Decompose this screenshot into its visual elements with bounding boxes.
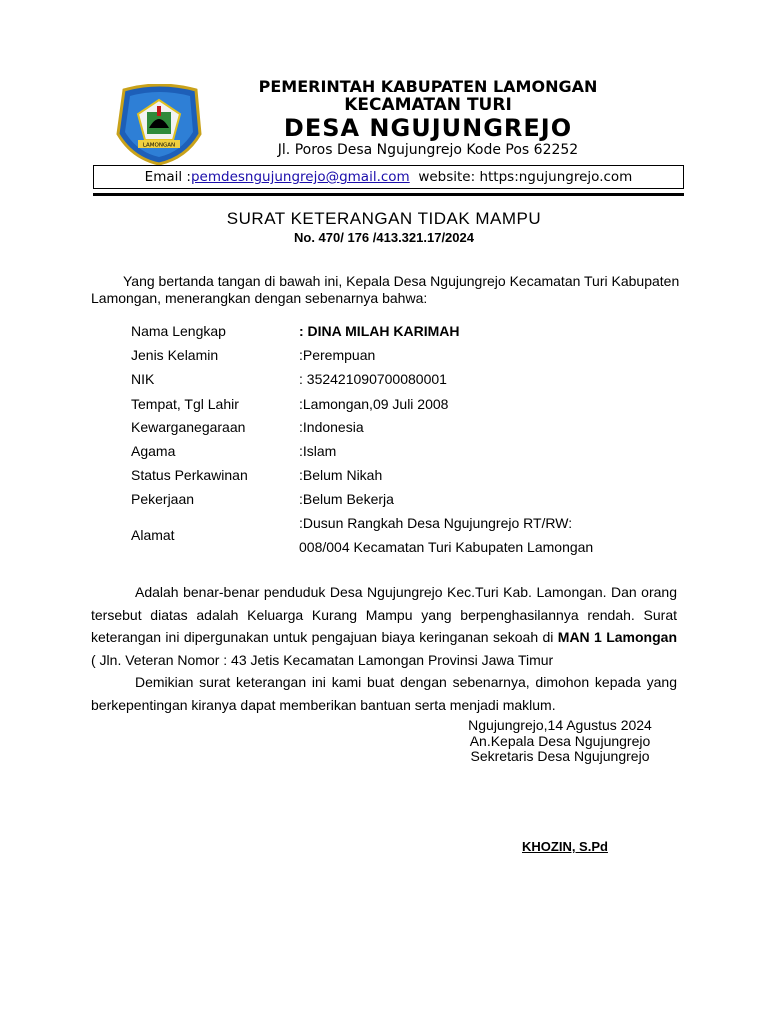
signatory-name: KHOZIN, S.Pd	[522, 839, 608, 854]
letterhead-divider	[93, 193, 684, 196]
field-value: :Belum Bekerja	[299, 491, 394, 507]
field-value: :Islam	[299, 443, 337, 459]
field-label: Jenis Kelamin	[131, 347, 219, 363]
letterhead-address: Jl. Poros Desa Ngujungrejo Kode Pos 62252	[277, 142, 579, 158]
statement-text-b: ( Jln. Veteran Nomor : 43 Jetis Kecamatan Lamongan Provinsi Jawa Timur	[91, 651, 554, 668]
field-label: Nama Lengkap	[131, 323, 226, 339]
field-row-citizenship	[131, 417, 691, 437]
logo-text: LAMONGAN	[142, 142, 176, 149]
field-row-nik	[131, 369, 691, 389]
letterhead-government: PEMERINTAH KABUPATEN LAMONGAN	[258, 77, 598, 96]
statement-paragraph	[91, 581, 677, 671]
field-label: Alamat	[131, 527, 175, 543]
field-label: Status Perkawinan	[131, 467, 248, 483]
field-value: :Lamongan,09 Juli 2008	[299, 396, 449, 412]
field-label: NIK	[131, 371, 155, 387]
field-value: :Belum Nikah	[299, 467, 383, 483]
field-label: Kewarganegaraan	[131, 419, 246, 435]
closing-text: Demikian surat keterangan ini kami buat dengan sebenarnya, dimohon kepada yang berkepentingan kiranya dapat memberikan bantuan serta menjadi maklum.	[91, 674, 677, 713]
field-row-marital	[131, 465, 691, 485]
field-row-gender	[131, 345, 691, 365]
field-label: Tempat, Tgl Lahir	[131, 396, 239, 412]
field-label: Pekerjaan	[131, 491, 195, 507]
field-row-name	[131, 321, 691, 341]
intro-text: Yang bertanda tangan di bawah ini, Kepala Desa Ngujungrejo Kecamatan Turi Kabupaten Lamongan, menerangkan dengan sebenarnya bahwa:	[91, 273, 680, 306]
field-row-occupation	[131, 489, 691, 509]
field-value-line2: 008/004 Kecamatan Turi Kabupaten Lamongan	[299, 539, 594, 555]
field-row-religion	[131, 441, 691, 461]
field-value: : 352421090700080001	[299, 371, 447, 387]
website-label: website:	[418, 169, 480, 185]
field-value: :Indonesia	[299, 419, 364, 435]
field-label: Agama	[131, 443, 176, 459]
signature-role-1: An.Kepala Desa Ngujungrejo	[469, 733, 651, 749]
field-value: : DINA MILAH KARIMAH	[299, 323, 460, 339]
signature-place-date: Ngujungrejo,14 Agustus 2024	[468, 717, 652, 733]
intro-paragraph	[91, 273, 681, 307]
website-text: https:ngujungrejo.com	[479, 169, 633, 185]
letter-title: SURAT KETERANGAN TIDAK MAMPU	[226, 209, 542, 228]
field-value-line1: :Dusun Rangkah Desa Ngujungrejo RT/RW:	[299, 515, 573, 531]
letter-number: No. 470/ 176 /413.321.17/2024	[294, 230, 474, 245]
email-label: Email :	[144, 169, 191, 185]
school-name: MAN 1 Lamongan	[557, 629, 677, 645]
field-row-address	[131, 513, 691, 559]
field-value: :Perempuan	[299, 347, 376, 363]
letterhead-village: DESA NGUJUNGREJO	[283, 114, 573, 142]
regency-emblem-icon	[116, 84, 202, 166]
contact-box	[93, 165, 684, 189]
closing-paragraph	[91, 671, 677, 716]
signature-role-2: Sekretaris Desa Ngujungrejo	[470, 748, 650, 764]
field-row-birth	[131, 394, 691, 414]
email-link[interactable]: pemdesngujungrejo@gmail.com	[190, 169, 410, 185]
statement-text-a: Adalah benar-benar penduduk Desa Ngujungrejo Kec.Turi Kab. Lamongan. Dan orang tersebut diatas adalah Keluarga Kurang Mampu yang berpenghasilannya rendah. Surat keterangan ini dipergunakan untuk pengajuan biaya keringanan sekoah di	[91, 584, 677, 645]
letterhead-district: KECAMATAN TURI	[344, 95, 512, 115]
